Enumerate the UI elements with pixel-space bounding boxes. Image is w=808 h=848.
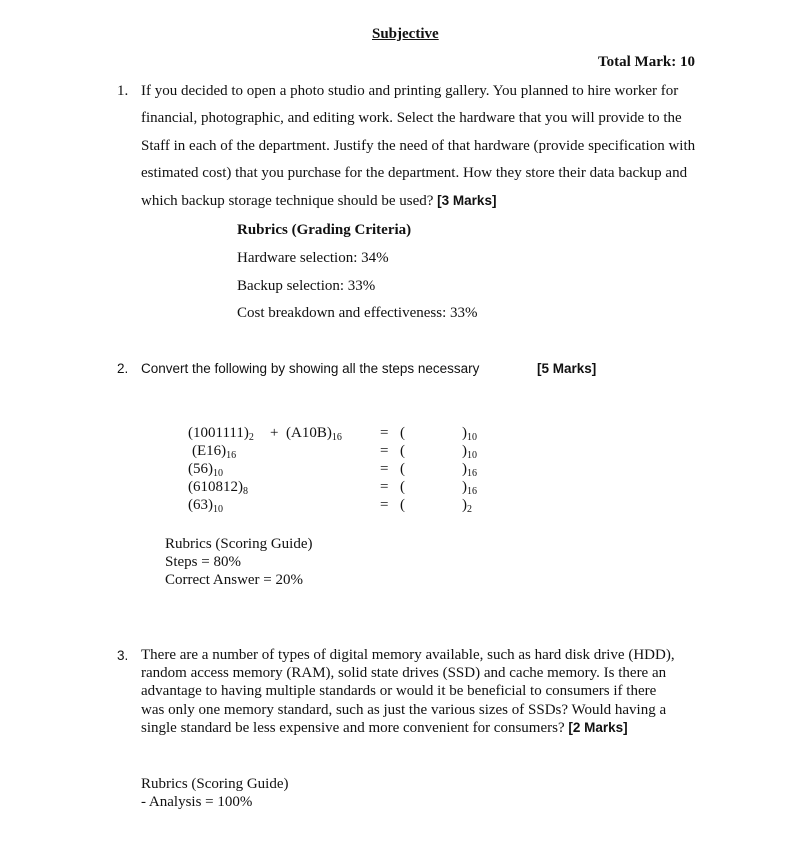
equals-sign: = bbox=[380, 443, 389, 459]
plus-sign: + bbox=[270, 425, 279, 441]
q1-rubric-title: Rubrics (Grading Criteria) bbox=[237, 222, 412, 238]
q3-marks: [2 Marks] bbox=[568, 720, 628, 735]
conversion-lhs: $(63)_{10}$ bbox=[188, 497, 223, 515]
q1-rubric-item: Hardware selection: 34% bbox=[237, 250, 389, 266]
q3-line-1: There are a number of types of digital memory available, such as hard disk drive (HDD), bbox=[141, 647, 675, 663]
q3-line-3: advantage to having multiple standards or would it be beneficial to consumers if there bbox=[141, 683, 657, 699]
answer-target: )$_{16}$ bbox=[462, 461, 477, 479]
open-paren: ( bbox=[400, 461, 405, 477]
conversion-row bbox=[188, 461, 608, 479]
equals-sign: = bbox=[380, 425, 389, 441]
answer-target: )$_{16}$ bbox=[462, 479, 477, 497]
q3-line-2: random access memory (RAM), solid state drives (SSD) and cache memory. Is there an bbox=[141, 665, 667, 681]
q2-marks: [5 Marks] bbox=[537, 361, 597, 376]
total-mark: Total Mark: 10 bbox=[598, 54, 695, 70]
open-paren: ( bbox=[400, 425, 405, 441]
q3-line-5 bbox=[141, 720, 628, 737]
q1-line-1: If you decided to open a photo studio and printing gallery. You planned to hire worker for bbox=[141, 83, 679, 99]
conversion-list bbox=[188, 425, 608, 525]
q1-line-4: estimated cost) that you purchase for the department. How they store their data backup and bbox=[141, 165, 688, 181]
conversion-row bbox=[188, 497, 608, 515]
conversion-lhs: $(56)_{10}$ bbox=[188, 461, 223, 479]
equals-sign: = bbox=[380, 461, 389, 477]
q3-line-5-text: single standard be less expensive and more convenient for consumers? bbox=[141, 720, 565, 736]
conversion-row bbox=[188, 443, 608, 461]
answer-target: )$_{10}$ bbox=[462, 443, 477, 461]
answer-target: )$_{10}$ bbox=[462, 425, 477, 443]
conversion-lhs: $(1001111)_2$ bbox=[188, 425, 254, 443]
equals-sign: = bbox=[380, 479, 389, 495]
conversion-lhs: $(E16)_{16}$ bbox=[192, 443, 237, 461]
answer-target: )$_2$ bbox=[462, 497, 472, 515]
open-paren: ( bbox=[400, 443, 405, 459]
page-title: Subjective bbox=[372, 26, 439, 42]
q3-rubric-item: - Analysis = 100% bbox=[141, 794, 253, 810]
conversion-lhs-second: $(A10B)_{16}$ bbox=[286, 425, 342, 443]
conversion-lhs: $(610812)_8$ bbox=[188, 479, 248, 497]
q2-rubric-item: Correct Answer = 20% bbox=[165, 572, 304, 588]
conversion-row bbox=[188, 425, 608, 443]
open-paren: ( bbox=[400, 479, 405, 495]
q1-line-2: financial, photographic, and editing work. Select the hardware that you will provide to the bbox=[141, 110, 682, 126]
q1-marks: [3 Marks] bbox=[437, 193, 497, 208]
conversion-row bbox=[188, 479, 608, 497]
q1-number: 1. bbox=[117, 83, 129, 99]
q1-rubric-item: Cost breakdown and effectiveness: 33% bbox=[237, 305, 478, 321]
q1-line-5 bbox=[141, 193, 496, 210]
q2-number: 2. bbox=[117, 361, 129, 376]
q3-rubric-title: Rubrics (Scoring Guide) bbox=[141, 776, 289, 792]
equals-sign: = bbox=[380, 497, 389, 513]
q2-rubric-item: Steps = 80% bbox=[165, 554, 241, 570]
q1-rubric-item: Backup selection: 33% bbox=[237, 278, 376, 294]
q3-line-4: was only one memory standard, such as just the various sizes of SSDs? Would having a bbox=[141, 702, 667, 718]
q3-number: 3. bbox=[117, 648, 129, 663]
q2-rubric-title: Rubrics (Scoring Guide) bbox=[165, 536, 313, 552]
q1-line-5-text: which backup storage technique should be used? bbox=[141, 193, 434, 209]
q2-text: Convert the following by showing all the steps necessary bbox=[141, 361, 480, 376]
q1-line-3: Staff in each of the department. Justify the need of that hardware (provide specification with bbox=[141, 138, 696, 154]
open-paren: ( bbox=[400, 497, 405, 513]
